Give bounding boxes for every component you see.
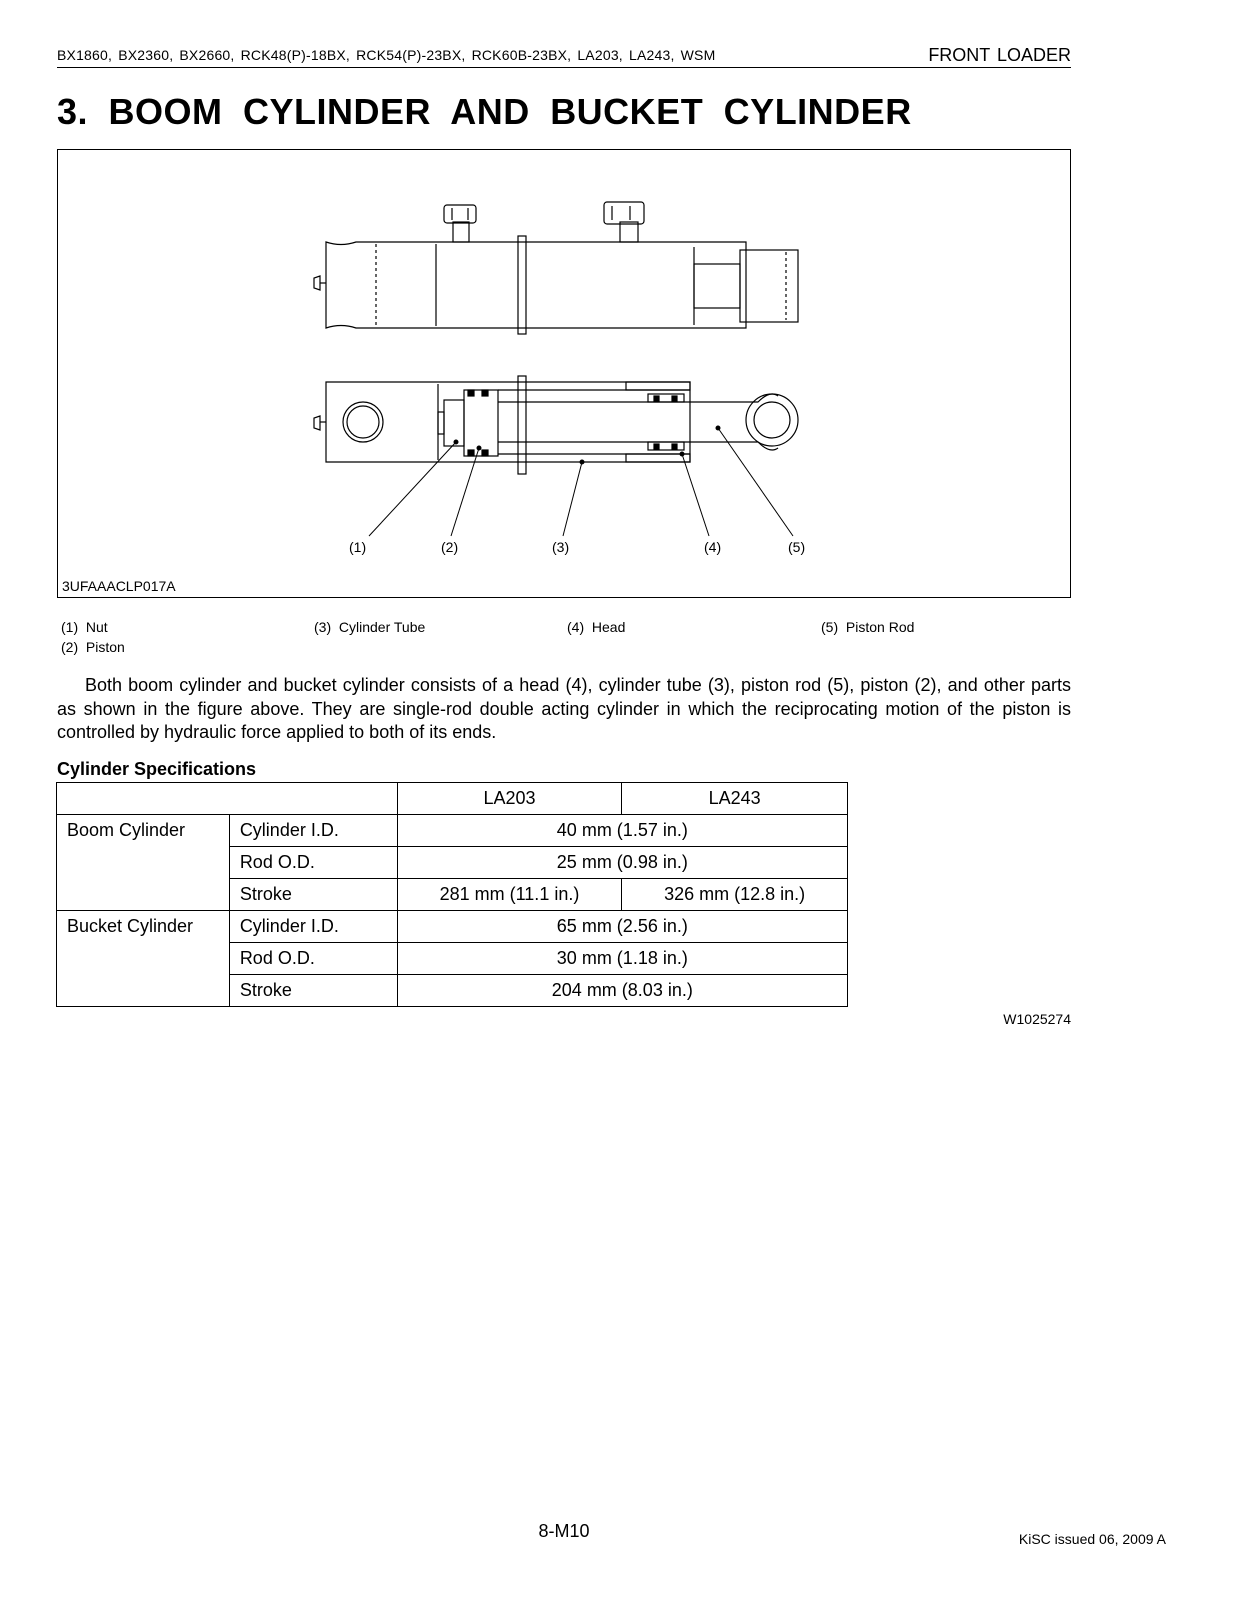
cylinder-drawing: [58, 150, 1070, 597]
cylinder-figure: [57, 149, 1071, 598]
header-section-name: FRONT LOADER: [928, 45, 1071, 65]
figure-code: 3UFAAACLP017A: [62, 578, 176, 594]
legend-item-1: [61, 619, 108, 635]
column-header-la243: LA243: [622, 783, 848, 815]
row-value-la243: 326 mm (12.8 in.): [622, 879, 848, 911]
legend-item-3: [314, 619, 425, 635]
row-value: 40 mm (1.57 in.): [397, 815, 847, 847]
legend-number: (2): [61, 639, 79, 655]
cylinder-section-view: [314, 376, 798, 474]
issue-note: KiSC issued 06, 2009 A: [1018, 1531, 1166, 1547]
row-item: Stroke: [229, 975, 397, 1007]
row-item: Stroke: [229, 879, 397, 911]
description-paragraph: Both boom cylinder and bucket cylinder consists of a head (4), cylinder tube (3), piston rod (5), piston (2), and other parts as shown in the figure above. They are single-rod double acting cylinder in which the reciprocating motion of the piston is controlled by hydraulic force applied to both of its ends.: [57, 675, 1071, 742]
row-item: Cylinder I.D.: [229, 815, 397, 847]
callout-1: (1): [349, 539, 367, 555]
row-group-bucket: Bucket Cylinder: [57, 911, 230, 1007]
table-row: [57, 815, 848, 847]
row-item: Rod O.D.: [229, 847, 397, 879]
header-rule: [57, 67, 1071, 68]
reference-code: W1025274: [1003, 1011, 1071, 1027]
legend-number: (1): [61, 619, 79, 635]
table-row: [57, 911, 848, 943]
row-value-la203: 281 mm (11.1 in.): [397, 879, 622, 911]
row-item: Rod O.D.: [229, 943, 397, 975]
callout-3: (3): [552, 539, 570, 555]
legend-number: (4): [567, 619, 585, 635]
row-item: Cylinder I.D.: [229, 911, 397, 943]
legend-number: (3): [314, 619, 332, 635]
row-group-boom: Boom Cylinder: [57, 815, 230, 911]
page-title: 3. BOOM CYLINDER AND BUCKET CYLINDER: [57, 91, 912, 132]
table-corner-cell: [57, 783, 398, 815]
legend-item-2: [61, 639, 125, 655]
legend-item-4: [567, 619, 625, 635]
callout-5: (5): [788, 539, 806, 555]
callout-2: (2): [441, 539, 459, 555]
page-number: 8-M10: [538, 1521, 590, 1541]
legend-item-5: [821, 619, 914, 635]
cylinder-exterior-view: [314, 202, 798, 334]
legend-label: Nut: [85, 619, 108, 635]
table-header-row: [57, 783, 848, 815]
row-value: 30 mm (1.18 in.): [397, 943, 847, 975]
legend-label: Piston Rod: [845, 619, 915, 635]
legend-label: Cylinder Tube: [338, 619, 426, 635]
legend-number: (5): [821, 619, 839, 635]
column-header-la203: LA203: [397, 783, 622, 815]
row-value: 65 mm (2.56 in.): [397, 911, 847, 943]
spec-heading: Cylinder Specifications: [57, 759, 257, 779]
header-model-list: BX1860, BX2360, BX2660, RCK48(P)-18BX, RCK54(P)-23BX, RCK60B-23BX, LA203, LA243, WSM: [57, 47, 716, 63]
cylinder-spec-table: [56, 782, 848, 1007]
legend-label: Piston: [85, 639, 125, 655]
row-value: 25 mm (0.98 in.): [397, 847, 847, 879]
row-value: 204 mm (8.03 in.): [397, 975, 847, 1007]
legend-label: Head: [591, 619, 626, 635]
callout-4: (4): [704, 539, 722, 555]
